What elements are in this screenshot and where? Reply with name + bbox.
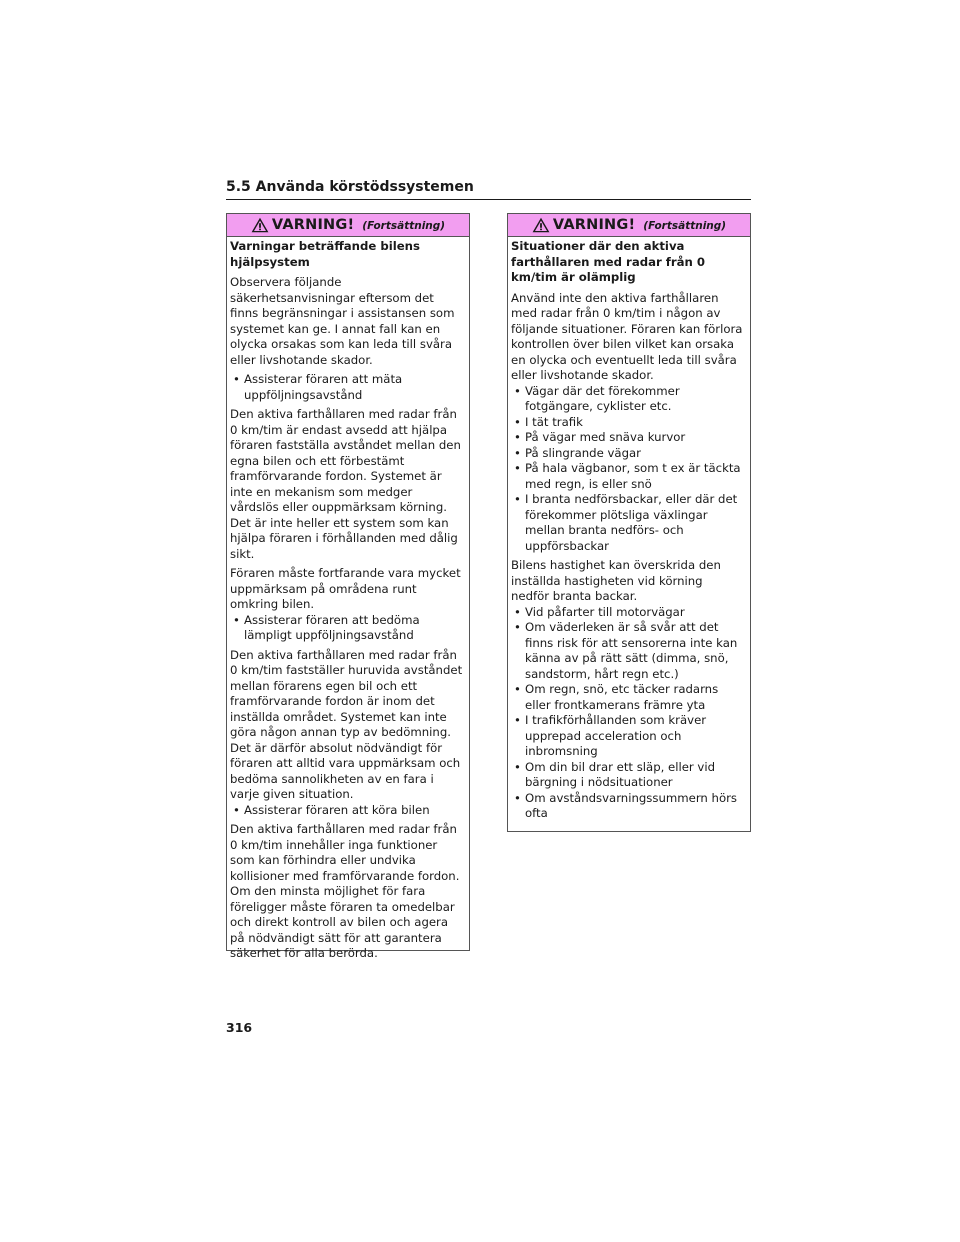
warning-subheading: Situationer där den aktiva farthållaren med radar från 0 km/tim är olämplig — [511, 239, 706, 284]
paragraph: Bilens hastighet kan överskrida den inställda hastigheten vid körning nedför branta backar. — [511, 558, 721, 603]
bullet-item: • Assisterar föraren att köra bilen — [230, 803, 463, 819]
bullet-item: • Vid påfarter till motorvägar — [511, 605, 744, 621]
paragraph: Föraren måste fortfarande vara mycket uppmärksam på områdena runt omkring bilen. — [230, 566, 461, 611]
bullet-item: • Om avståndsvarningssummern hörs ofta — [511, 791, 744, 822]
bullet-item: • I branta nedförsbackar, eller där det förekommer plötsliga växlingar mellan branta nedförs- och uppförsbackar — [511, 492, 744, 554]
warning-title: VARNING! — [271, 217, 355, 233]
bullet-list — [511, 605, 744, 822]
bullet-item: • På hala vägbanor, som t ex är täckta med regn, is eller snö — [511, 461, 744, 492]
warning-title: VARNING! — [552, 217, 636, 233]
bullet-item: • Assisterar föraren att bedöma lämpligt uppföljningsavstånd — [230, 613, 463, 644]
warning-body — [508, 237, 750, 822]
bullet-item: • Vägar där det förekommer fotgängare, cyklister etc. — [511, 384, 744, 415]
bullet-list — [230, 372, 463, 403]
bullet-item: • I trafikförhållanden som kräver upprepad acceleration och inbromsning — [511, 713, 744, 760]
warning-triangle-icon — [532, 217, 550, 233]
paragraph: Använd inte den aktiva farthållaren med radar från 0 km/tim i någon av följande situationer. Föraren kan förlora kontrollen över bilen vilket kan orsaka en olycka och eventuellt leda till svåra eller livshotande skador. — [511, 290, 743, 382]
warning-subheading: Varningar beträffande bilens hjälpsystem — [230, 239, 420, 269]
warning-body — [227, 237, 469, 962]
paragraph: Observera följande säkerhetsanvisningar eftersom det finns begränsningar i assistansen som systemet kan ge. I annat fall kan en olycka orsakas som kan leda till svåra eller livshotande skador. — [230, 275, 455, 367]
paragraph: Den aktiva farthållaren med radar från 0 km/tim fastställer huruvida avståndet mellan förarens egen bil och ett framförvarande fordon är inom det inställda området. Systemet kan inte göra någon annan typ av bedömning. Det är därför absolut nödvändigt för föraren att alltid vara uppmärksam och bedöma sannolikheten av en fara i varje given situation. — [230, 647, 463, 801]
paragraph: Den aktiva farthållaren med radar från 0 km/tim är endast avsedd att hjälpa föraren fastställa avståndet mellan den egna bilen och ett förbestämt framförvarande fordon. Systemet är inte en mekanism som medger vårdslös eller ouppmärksam körning. Det är inte heller ett system som kan hjälpa föraren i förhållanden med dålig sikt. — [230, 407, 461, 561]
warning-continued: (Fortsättning) — [362, 220, 446, 232]
warning-header — [227, 214, 469, 237]
page-number: 316 — [226, 1020, 253, 1035]
warning-header — [508, 214, 750, 237]
bullet-item: • I tät trafik — [511, 415, 744, 431]
bullet-list — [230, 803, 463, 819]
bullet-item: • Om din bil drar ett släp, eller vid bärgning i nödsituationer — [511, 760, 744, 791]
warning-box-left — [226, 213, 470, 960]
bullet-list — [230, 613, 463, 644]
section-header: 5.5 Använda körstödssystemen — [226, 178, 751, 200]
bullet-item: • På vägar med snäva kurvor — [511, 430, 744, 446]
warning-triangle-icon — [251, 217, 269, 233]
warning-box-right — [507, 213, 751, 832]
bullet-item: • Assisterar föraren att mäta uppföljningsavstånd — [230, 372, 463, 403]
paragraph: Den aktiva farthållaren med radar från 0 km/tim innehåller inga funktioner som kan förhindra eller undvika kollisioner med framförvarande fordon. Om den minsta möjlighet för fara föreligger måste föraren ta omedelbar och direkt kontroll av bilen och agera på nödvändigt sätt för att garantera säkerhet för alla berörda. — [230, 822, 460, 960]
bullet-item: • Om väderleken är så svår att det finns risk för att sensorerna inte kan känna av på rätt sätt (dimma, snö, sandstorm, hårt regn etc.) — [511, 620, 744, 682]
bullet-list — [511, 384, 744, 555]
bullet-item: • På slingrande vägar — [511, 446, 744, 462]
bullet-item: • Om regn, snö, etc täcker radarns eller frontkamerans främre yta — [511, 682, 744, 713]
warning-continued: (Fortsättning) — [643, 220, 727, 232]
